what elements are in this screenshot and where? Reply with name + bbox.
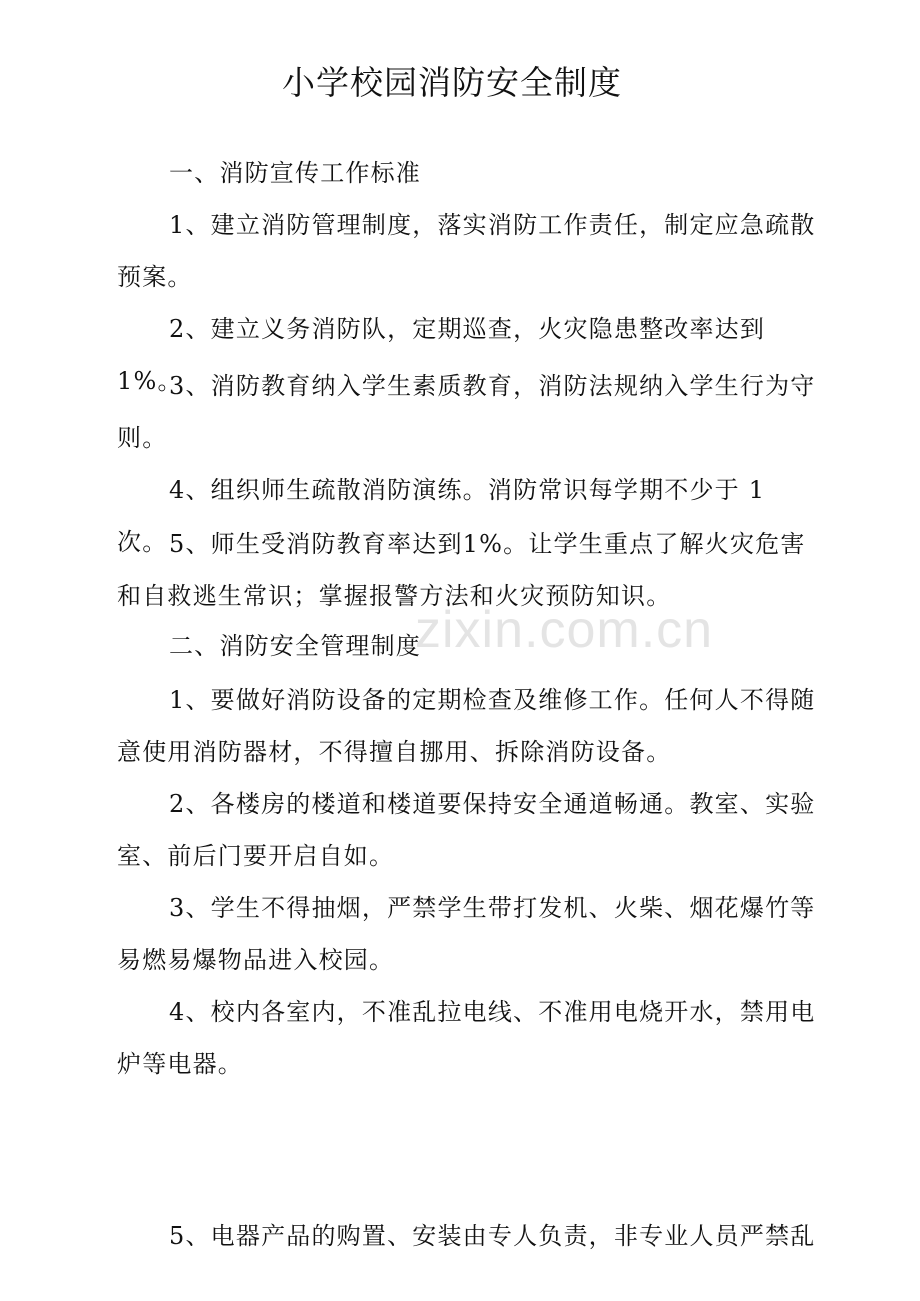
paragraph-1-1: 1、建立消防管理制度，落实消防工作责任，制定应急疏散预案。 (117, 211, 816, 291)
paragraph-1-3: 3、消防教育纳入学生素质教育，消防法规纳入学生行为守则。 (117, 372, 816, 452)
watermark: zixin.com.cn (415, 601, 714, 659)
paragraph-2-1: 1、要做好消防设备的定期检查及维修工作。任何人不得随意使用消防器材，不得擅自挪用、拆除消防设备。 (117, 686, 816, 766)
paragraph-1-2: 2、建立义务消防队，定期巡查，火灾隐患整改率达到1%。 (117, 315, 766, 395)
section-heading-1: 一、消防宣传工作标准 (169, 159, 421, 187)
document-title: 小学校园消防安全制度 (282, 63, 622, 102)
paragraph-1-5: 5、师生受消防教育率达到1%。让学生重点了解火灾危害和自救逃生常识；掌握报警方法和火灾预防知识。 (117, 530, 806, 610)
paragraph-1-4: 4、组织师生疏散消防演练。消防常识每学期不少于 1 次。 (117, 476, 766, 556)
section-heading-2: 二、消防安全管理制度 (169, 632, 421, 660)
paragraph-2-5: 5、电器产品的购置、安装由专人负责，非专业人员严禁乱 (169, 1222, 816, 1250)
paragraph-2-4: 4、校内各室内，不准乱拉电线、不准用电烧开水，禁用电炉等电器。 (117, 998, 816, 1078)
paragraph-2-2: 2、各楼房的楼道和楼道要保持安全通道畅通。教室、实验室、前后门要开启自如。 (117, 790, 816, 870)
paragraph-2-3: 3、学生不得抽烟，严禁学生带打发机、火柴、烟花爆竹等易燃易爆物品进入校园。 (117, 894, 816, 974)
